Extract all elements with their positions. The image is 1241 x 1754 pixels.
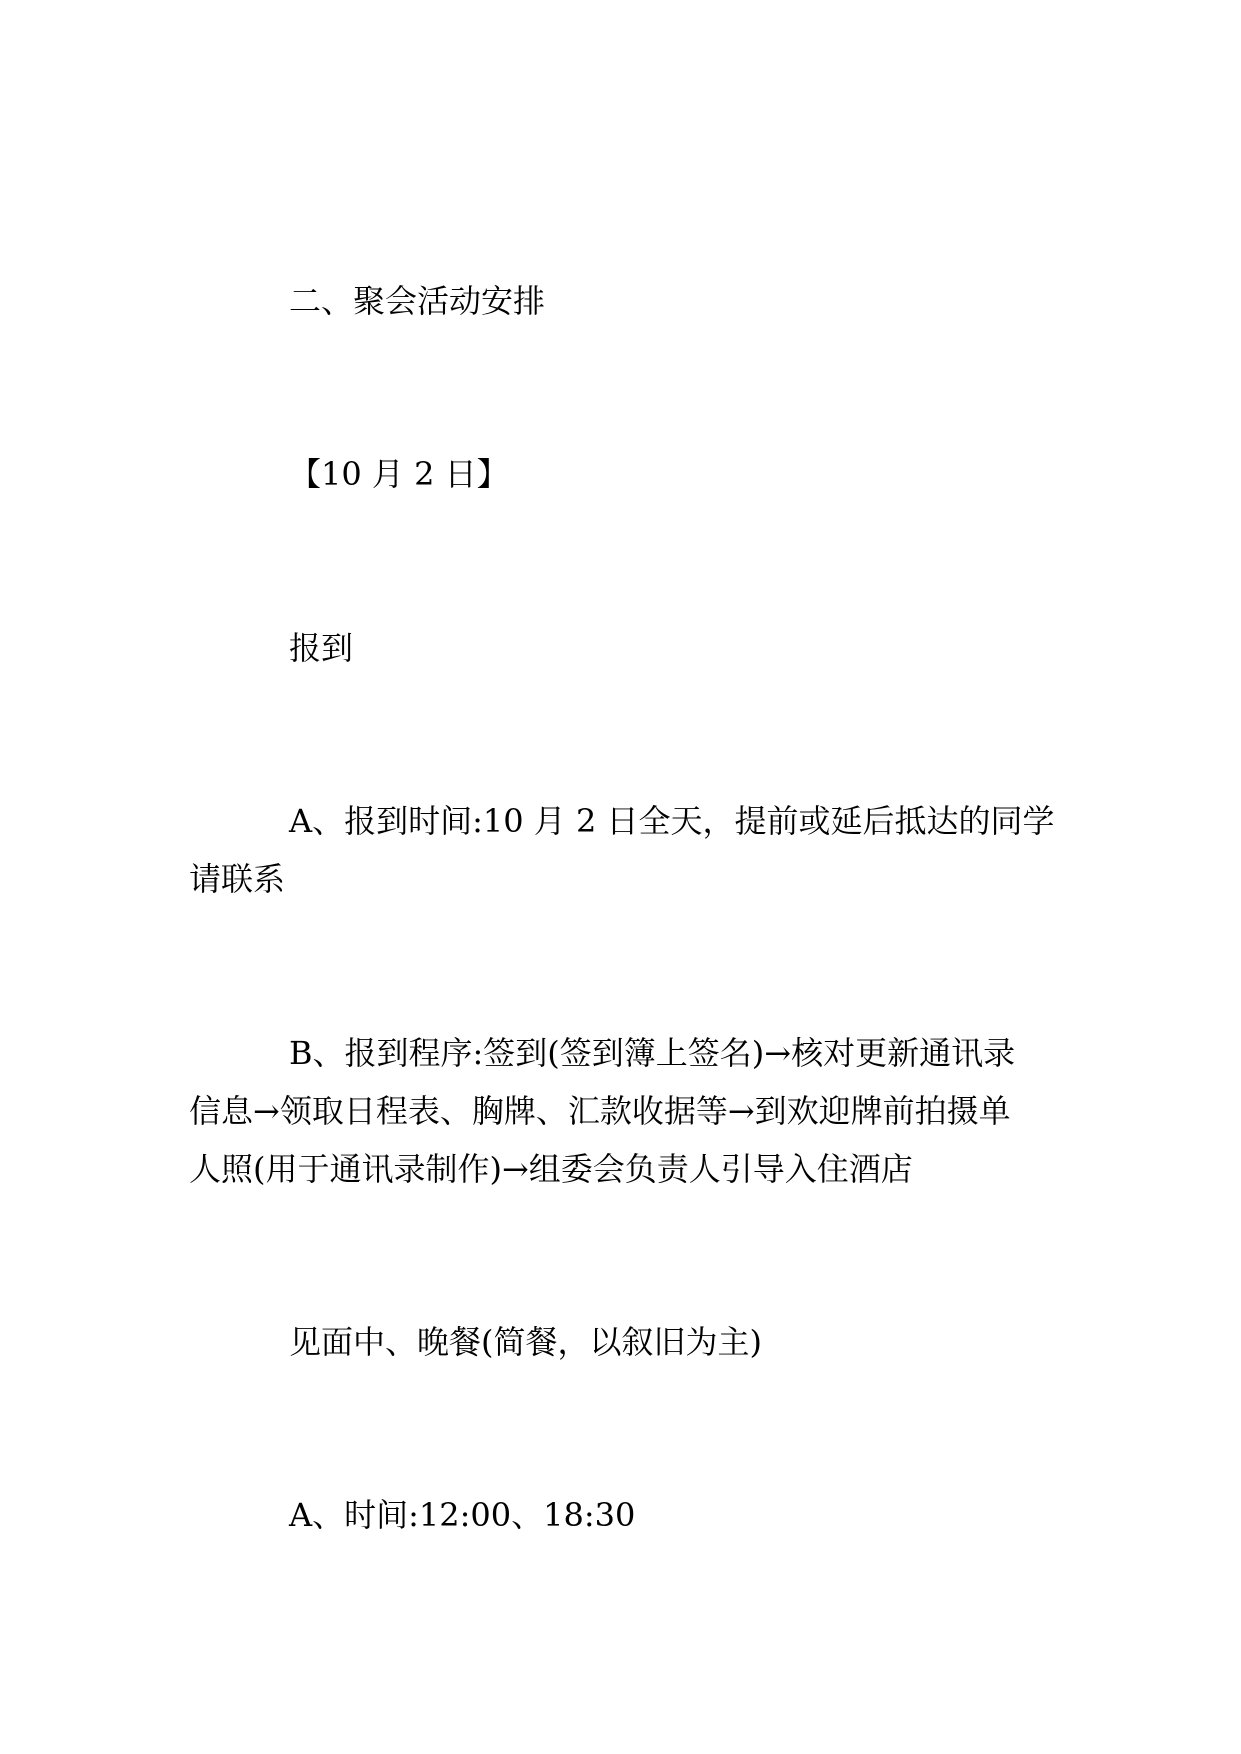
registration-procedure-line1: B、报到程序:签到(签到簿上签名)→核对更新通讯录 xyxy=(289,1034,1016,1072)
registration-procedure-line2: 信息→领取日程表、胸牌、汇款收据等→到欢迎牌前拍摄单 xyxy=(189,1092,1011,1130)
meeting-title: 见面中、晚餐(简餐，以叙旧为主) xyxy=(289,1323,762,1361)
registration-time-line1: A、报到时间:10 月 2 日全天，提前或延后抵达的同学 xyxy=(289,802,1055,840)
registration-procedure-line3: 人照(用于通讯录制作)→组委会负责人引导入住酒店 xyxy=(189,1150,913,1188)
registration-time-line2: 请联系 xyxy=(189,860,286,898)
registration-title: 报到 xyxy=(289,629,354,667)
section-heading: 二、聚会活动安排 xyxy=(289,282,546,320)
date-heading: 【10 月 2 日】 xyxy=(289,455,509,493)
meeting-time: A、时间:12:00、18:30 xyxy=(289,1496,636,1534)
